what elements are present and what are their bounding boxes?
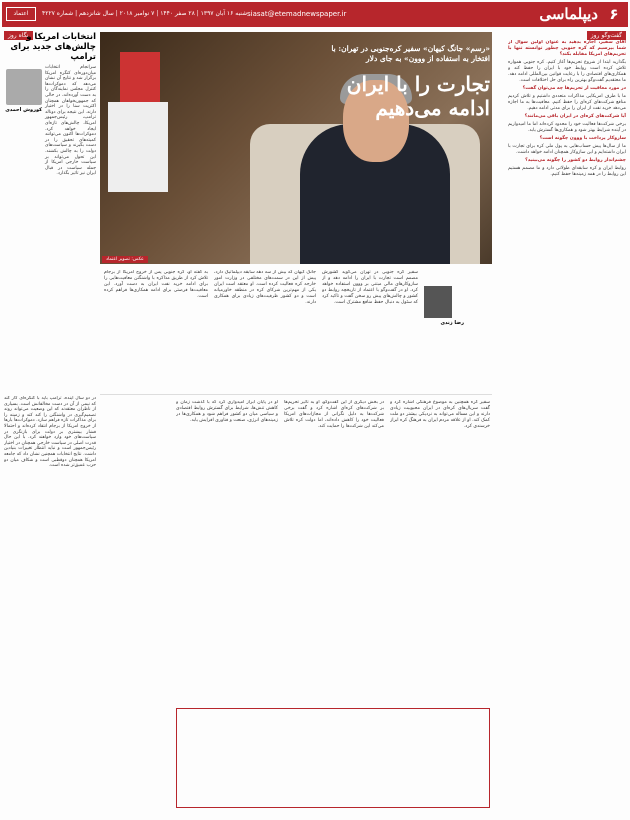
author-name: کوروش احمدی: [5, 107, 42, 113]
newspaper-logo: اعتماد: [6, 7, 36, 21]
answer: روابط ایران و کره سابقه‌ای طولانی دارد و ما مصمم هستیم این روابط را در همه زمینه‌ها حفظ کنیم.: [508, 166, 626, 177]
interviewer-photo: [424, 286, 452, 318]
author-photo: [6, 69, 42, 105]
left-article-text: سرانجام انتخابات میان‌دوره‌ای کنگره امریکا برگزار شد و نتایج آن نشان می‌دهد که دموکرات‌ها کنترل مجلس نمایندگان را به دست آورده‌اند، در حالی که جمهوریخواهان همچنان اکثریت سنا را در اختیار دارند. این نتیجه برای دونالد ترامپ، رئیس‌جمهور امریکا، چالش‌های تازه‌ای ایجاد خواهد کرد. دموکرات‌ها اکنون می‌توانند کمیته‌های تحقیق را در دست بگیرند و سیاست‌های دولت را به چالش بکشند. این تحول می‌تواند بر سیاست خارجی امریکا از جمله سیاست در قبال ایران نیز تاثیر بگذارد.: [45, 65, 96, 177]
right-tag: گفت‌وگو روز: [587, 31, 626, 40]
body-column-b: جانگ کیهان که بیش از سه دهه سابقه دیپلماتیک دارد، پیش از این در سمت‌های مختلفی در وزارت امور خارجه کره فعالیت کرده است. او معتقد است ایران یکی از مهم‌ترین شرکای کره در منطقه خاورمیانه است و دو کشور ظرفیت‌های زیادی برای همکاری دارند.: [214, 270, 316, 305]
page-number: ۶: [609, 5, 619, 23]
body-column-e: در بخش دیگری از این گفت‌وگو، او به تاثیر تحریم‌ها بر شرکت‌های کره‌ای اشاره کرد و گفت برخی شرکت‌ها به دلیل نگرانی از مجازات‌های امریکا فعالیت خود را کاهش داده‌اند، اما دولت کره تلاش می‌کند این شرکت‌ها را حمایت کند.: [284, 400, 384, 429]
left-article-continued: در دو سال آینده، ترامپ باید با کنگره‌ای کار کند که نیمی از آن در دست مخالفانش است. بسیاری از ناظران معتقدند که این وضعیت می‌تواند روند تصمیم‌گیری در واشنگتن را کند کند و زمینه را برای مذاکرات تازه فراهم سازد. دموکرات‌ها بارها از خروج امریکا از برجام انتقاد کرده‌اند و احتمالا فشار بیشتری بر دولت برای بازنگری در سیاست‌های خود وارد خواهند کرد. با این حال قدرت اصلی در سیاست خارجی همچنان در اختیار رئیس‌جمهور است و نباید انتظار تغییرات بنیادین داشت. نتایج انتخابات همچنین نشان داد که جامعه امریکا همچنان دوقطبی است و شکاف میان دو حزب عمیق‌تر شده است.: [4, 396, 96, 469]
left-article: [4, 32, 96, 392]
divider: [100, 394, 492, 395]
answer: بگذارید ابتدا از شروع تحریم‌ها آغاز کنیم. کره جنوبی همواره تلاش کرده است روابط خود با ایران را حفظ کند و همکاری‌های اقتصادی را با رعایت قوانین بین‌المللی ادامه دهد. ما معتقدیم گفت‌وگو بهترین راه برای حل اختلافات است.: [508, 60, 626, 83]
left-tag: نگاه روز: [4, 31, 33, 40]
photo-caption: عکس: تصویر اعتماد: [102, 256, 148, 263]
answer: ما از سال‌ها پیش حساب‌هایی به پول ملی کره برای تجارت با ایران داشته‌ایم و این سازوکار همچنان ادامه خواهد داشت.: [508, 144, 626, 155]
right-column: [508, 40, 626, 816]
question: چشم‌انداز روابط دو کشور را چگونه می‌بینید؟: [525, 158, 626, 163]
interviewer-name: رضا زندی: [440, 320, 464, 326]
page-header: [2, 2, 628, 27]
body-column-a: سفیر کره جنوبی در تهران می‌گوید کشورش مصمم است تجارت با ایران را ادامه دهد و از سازوکارهای مالی مبتنی بر ووون استفاده خواهد کرد. او در گفت‌وگو با اعتماد از تاریخچه روابط دو کشور و چالش‌های پیش رو سخن گفت و تاکید کرد که سئول به دنبال حفظ منافع مشترک است.: [322, 270, 418, 305]
main-headline-block: [330, 44, 490, 120]
question: سازوکار پرداخت با ووون چگونه است؟: [539, 136, 626, 141]
highlight-box: [176, 708, 490, 808]
body-column-f: او در پایان ابراز امیدواری کرد که با گذشت زمان و کاهش تنش‌ها، شرایط برای گسترش روابط اقتصادی و سیاسی میان دو کشور فراهم شود و همکاری‌ها در زمینه‌های انرژی، صنعت و فناوری افزایش یابد.: [176, 400, 278, 423]
question: در مورد معافیت از تحریم‌ها چه می‌توان گفت؟: [522, 86, 626, 91]
answer: برخی شرکت‌ها فعالیت خود را محدود کرده‌اند اما ما امیدواریم در آینده شرایط بهتر شود و همکاری‌ها گسترش یابد.: [508, 122, 626, 133]
flag-decoration: [108, 102, 168, 192]
question: آقای سفیر، اجازه بدهید به عنوان اولین سوال از شما بپرسیم که کره جنوبی چطور توانسته تنها با تحریم‌های امریکا مقابله بکند؟: [508, 40, 626, 57]
body-column-d: سفیر کره همچنین به موضوع فرهنگی اشاره کرد و گفت سریال‌های کره‌ای در ایران محبوبیت زیادی دارند و این مساله می‌تواند به نزدیکی بیشتر دو ملت کمک کند. او از علاقه مردم ایران به فرهنگ کره ابراز خرسندی کرد.: [390, 400, 490, 429]
issue-date: شنبه ۱۶ آبان ۱۳۹۷ | ۲۸ صفر ۱۴۴۰ | ۷ نوامبر ۲۰۱۸ | سال شانزدهم | شماره ۴۲۲۷: [42, 10, 248, 17]
kicker: «رسم» جانگ کیهان» سفیر کره‌جنوبی در تهران: با افتخار به استفاده از ووون» به جای دلار: [331, 44, 490, 63]
body-column-c: به گفته او، کره جنوبی پس از خروج امریکا از برجام تلاش کرد از طریق مذاکره با واشنگتن معافیت‌هایی را برای ادامه خرید نفت ایران به دست آورد. این معافیت‌ها فرصتی برای ادامه همکاری‌ها فراهم کرده است.: [104, 270, 208, 299]
section-title: دیپلماسی: [539, 5, 598, 23]
answer: ما با طرف امریکایی مذاکرات متعددی داشتیم و تلاش کردیم منافع شرکت‌های کره‌ای را حفظ کنیم. معافیت‌ها به ما اجازه می‌دهد خرید نفت از ایران را برای مدتی ادامه دهیم.: [508, 94, 626, 111]
site-email[interactable]: siasat@etemadnewspaper.ir: [247, 10, 347, 18]
headline: تجارت را با ایران ادامه می‌دهیم: [346, 72, 490, 120]
question: آیا شرکت‌های کره‌ای در ایران باقی می‌مانند؟: [524, 114, 626, 119]
left-article-title: انتخابات امریکا و چالش‌های جدید برای ترامپ: [10, 32, 96, 62]
